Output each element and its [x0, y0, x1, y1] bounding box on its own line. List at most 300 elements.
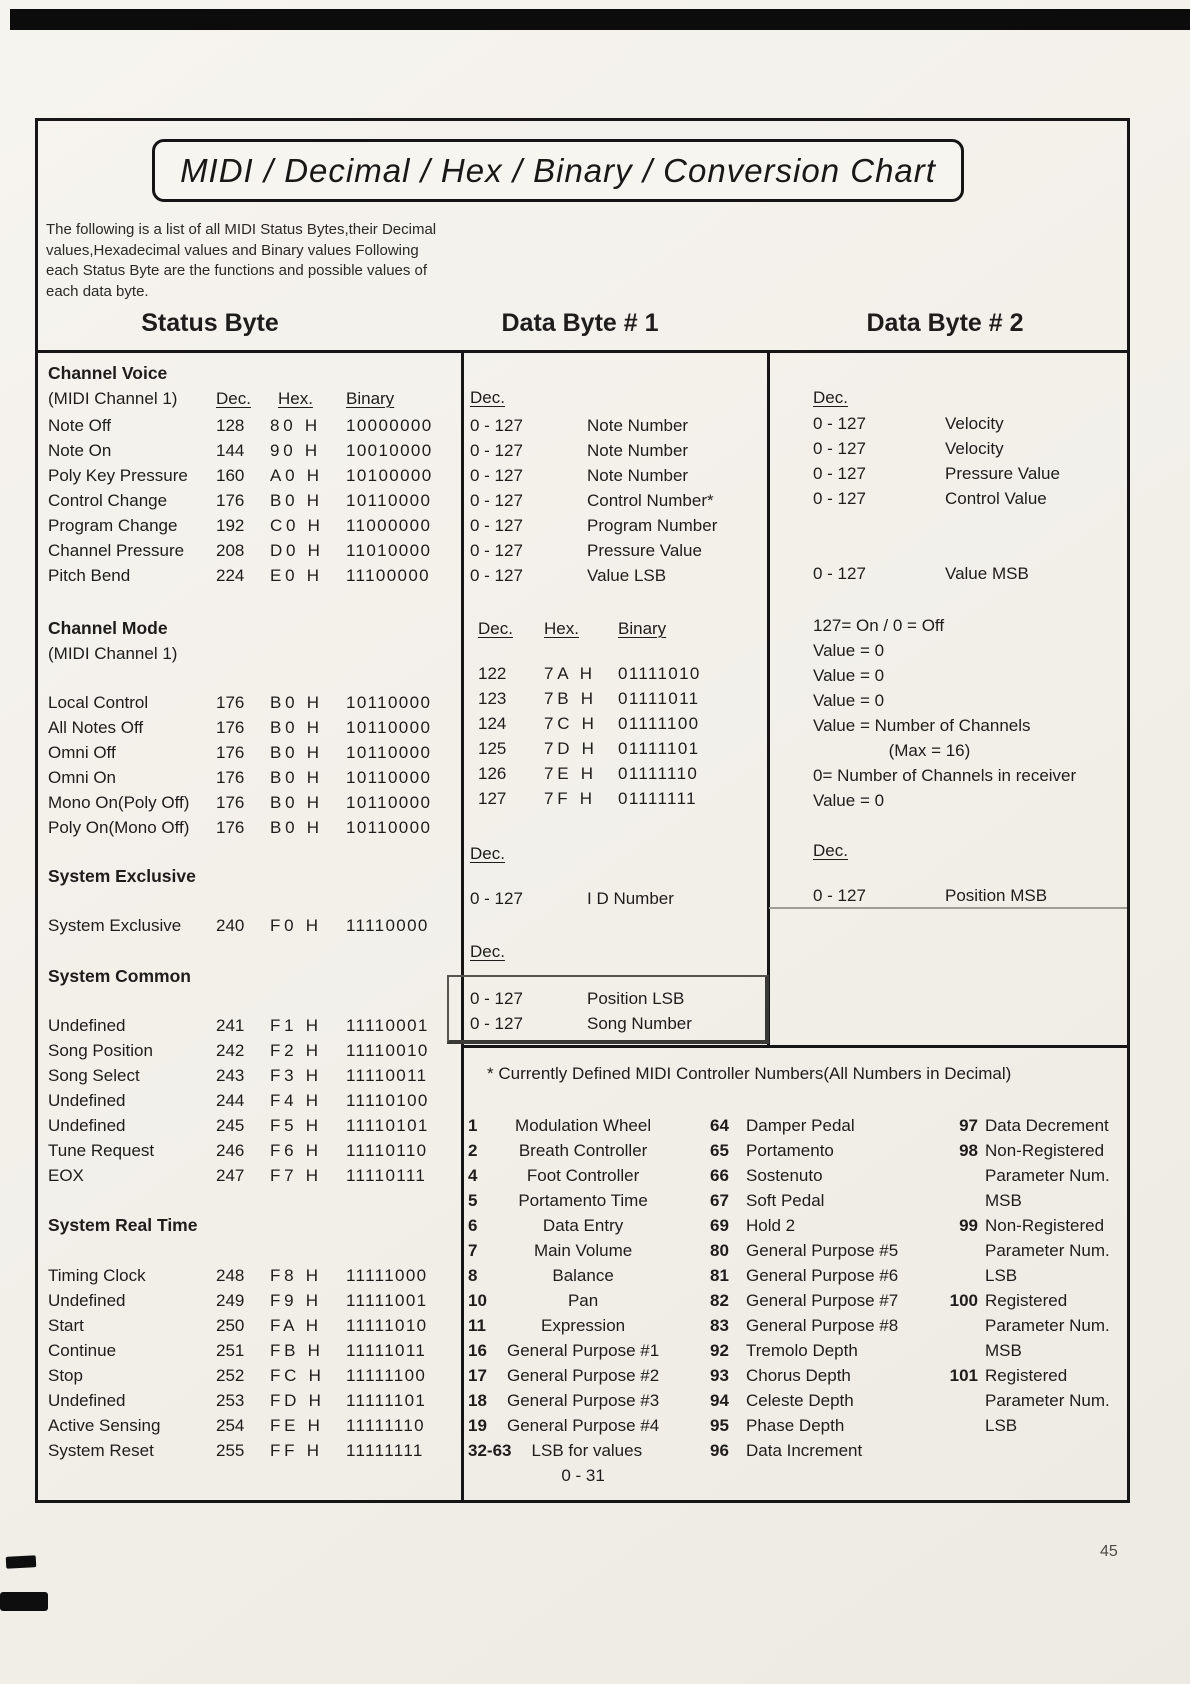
db2-dec-label-1: Dec. [813, 388, 848, 407]
value-range: 0 - 127 [470, 989, 523, 1008]
mode-value-line: Value = 0 [813, 641, 885, 660]
status-byte-row [48, 488, 458, 513]
status-byte-row [48, 1163, 458, 1188]
controller-number [940, 1388, 978, 1413]
message-label: Channel Pressure [48, 541, 185, 560]
intro-line: values,Hexadecimal values and Binary values Following [46, 241, 419, 259]
binary-value: 11100000 [346, 566, 430, 585]
db1-dec-label-1: Dec. [470, 388, 505, 407]
page-title: MIDI / Decimal / Hex / Binary / Conversion Chart [180, 151, 936, 189]
value-meaning: Note Number [587, 416, 689, 435]
data-byte-row [813, 883, 1129, 908]
section-subheading: (MIDI Channel 1) [48, 389, 178, 408]
message-label: Omni Off [48, 743, 116, 762]
value-range: 0 - 127 [813, 489, 866, 508]
binary-value: 10100000 [346, 466, 433, 485]
value-meaning: Control Number* [587, 491, 714, 510]
controller-number: 80 [710, 1241, 729, 1260]
status-byte-row [48, 765, 458, 790]
controller-number: 6 [468, 1216, 478, 1235]
controller-row [710, 1288, 898, 1313]
binary-value: 11110101 [346, 1116, 429, 1135]
db1-dec-label-3: Dec. [470, 942, 505, 961]
message-label: EOX [48, 1166, 84, 1185]
controller-row [468, 1363, 659, 1388]
decimal-value: 248 [216, 1266, 245, 1285]
controller-name: Parameter Num. [985, 1316, 1110, 1335]
controller-number: 2 [468, 1141, 478, 1160]
message-label: Tune Request [48, 1141, 155, 1160]
hex-value: F2 H [270, 1041, 322, 1060]
value-range: 0 - 127 [813, 564, 866, 583]
controller-number: 92 [710, 1341, 729, 1360]
hex-value: FA H [270, 1316, 322, 1335]
message-label: System Reset [48, 1441, 154, 1460]
binary-value: 10010000 [346, 441, 433, 460]
binary-value: 11111000 [346, 1266, 428, 1285]
controller-row [710, 1338, 898, 1363]
hex-value: F3 H [270, 1066, 322, 1085]
binary-value: 11111001 [346, 1291, 428, 1310]
controller-name: Pan [567, 1291, 599, 1310]
controller-number: 96 [710, 1441, 729, 1460]
value-meaning: Control Value [945, 489, 1047, 508]
message-label: Note On [48, 441, 112, 460]
status-byte-row [48, 740, 458, 765]
status-byte-row [48, 690, 458, 715]
db1-common-rows [470, 986, 764, 1036]
status-byte-row [48, 513, 458, 538]
controller-number: 17 [468, 1366, 487, 1385]
controller-number: 1 [468, 1116, 478, 1135]
hex-value: C0 H [270, 516, 324, 535]
controller-name: Parameter Num. [985, 1166, 1110, 1185]
controller-row [710, 1163, 898, 1188]
value-meaning: I D Number [587, 889, 674, 908]
controller-number: 97 [959, 1116, 978, 1135]
intro-line: each Status Byte are the functions and possible values of [46, 262, 428, 279]
controller-name: Sostenuto [746, 1166, 823, 1185]
message-label: Continue [48, 1341, 117, 1360]
dec-column-header: Dec. [216, 389, 251, 408]
controller-number: 99 [959, 1216, 978, 1235]
status-byte-row [48, 413, 458, 438]
controller-name: Parameter Num. [985, 1241, 1110, 1260]
controller-row [940, 1313, 1110, 1338]
controller-row [940, 1288, 1110, 1313]
value-meaning: Song Number [587, 1014, 692, 1033]
controller-row [940, 1263, 1110, 1288]
controller-number [940, 1413, 978, 1438]
controller-name: Non-Registered [985, 1141, 1105, 1160]
binary-value: 01111100 [618, 714, 700, 733]
controller-number: 65 [710, 1141, 729, 1160]
binary-value: 10110000 [346, 693, 432, 712]
message-label: Pitch Bend [48, 566, 131, 585]
data-byte-row [813, 561, 1129, 586]
hex-value: D0 H [270, 541, 324, 560]
mode-value-line: Value = Number of Channels [813, 716, 1031, 735]
hex-value: 7F H [544, 789, 596, 808]
status-byte-row [48, 1063, 458, 1088]
status-byte-row [48, 815, 458, 840]
value-meaning: Velocity [945, 439, 1004, 458]
controller-name: General Purpose #4 [507, 1416, 660, 1435]
controller-number: 5 [468, 1191, 478, 1210]
scan-artifact-mark [6, 1555, 37, 1569]
message-label: Mono On(Poly Off) [48, 793, 190, 812]
controller-name: General Purpose #7 [746, 1291, 899, 1310]
data-byte-row [470, 886, 764, 911]
controller-row [710, 1138, 898, 1163]
binary-value: 11111110 [346, 1416, 425, 1435]
controller-number: 8 [468, 1266, 478, 1285]
message-label: Start [48, 1316, 84, 1335]
mode-value-line: Value = 0 [813, 791, 885, 810]
controller-number: 66 [710, 1166, 729, 1185]
column-headers-row [48, 386, 458, 413]
controller-row [468, 1463, 659, 1488]
controller-name: General Purpose #6 [746, 1266, 899, 1285]
binary-value: 11111100 [346, 1366, 427, 1385]
controller-number: 94 [710, 1391, 729, 1410]
controller-section-divider [461, 1045, 1127, 1048]
binary-value: 01111111 [618, 789, 697, 808]
decimal-value: 176 [216, 793, 245, 812]
hex-value: B0 H [270, 793, 323, 812]
controller-name: Parameter Num. [985, 1391, 1110, 1410]
hex-value: F7 H [270, 1166, 322, 1185]
status-byte-row [48, 1363, 458, 1388]
decimal-value: 126 [478, 764, 507, 783]
status-byte-row [48, 790, 458, 815]
data-byte-row [813, 436, 1129, 461]
db1-voice-rows [470, 413, 764, 588]
binary-value: 11110010 [346, 1041, 429, 1060]
status-byte-row [48, 1263, 458, 1288]
data-byte-row [470, 413, 764, 438]
controller-name: Balance [552, 1266, 614, 1285]
controller-row [710, 1363, 898, 1388]
binary-value: 11000000 [346, 516, 432, 535]
section-system-real-time [48, 1213, 458, 1463]
status-byte-row [48, 563, 458, 588]
controller-number: 82 [710, 1291, 729, 1310]
controller-name: Data Decrement [985, 1116, 1109, 1135]
hex-value: A0 H [270, 466, 323, 485]
binary-value: 11111011 [346, 1341, 427, 1360]
decimal-value: 242 [216, 1041, 245, 1060]
controller-number: 83 [710, 1316, 729, 1335]
value-range: 0 - 127 [470, 466, 523, 485]
section-channel-voice [48, 361, 458, 588]
hex-value: FE H [270, 1416, 324, 1435]
binary-value: 11110001 [346, 1016, 429, 1035]
hex-value: FB H [270, 1341, 324, 1360]
hex-value: 90 H [270, 441, 321, 460]
controller-number: 18 [468, 1391, 487, 1410]
controller-name: General Purpose #8 [746, 1316, 899, 1335]
controller-row [710, 1213, 898, 1238]
decimal-value: 160 [216, 466, 245, 485]
decimal-value: 246 [216, 1141, 245, 1160]
decimal-value: 125 [478, 739, 507, 758]
section-heading: System Common [48, 966, 191, 986]
message-label: Program Change [48, 516, 178, 535]
value-meaning: Velocity [945, 414, 1004, 433]
mode-value-row [470, 661, 764, 686]
controller-row [468, 1163, 659, 1188]
binary-value: 01111101 [618, 739, 700, 758]
binary-value: 11010000 [346, 541, 432, 560]
hex-value: B0 H [270, 693, 323, 712]
db1-mode-headers: Dec. Hex. Binary [478, 619, 667, 638]
hex-value: 7B H [544, 689, 597, 708]
message-label: Song Select [48, 1066, 140, 1085]
controller-number: 100 [949, 1291, 978, 1310]
controller-row [940, 1413, 1110, 1438]
decimal-value: 243 [216, 1066, 245, 1085]
decimal-value: 250 [216, 1316, 245, 1335]
message-label: Undefined [48, 1291, 126, 1310]
db2-common-rows [813, 883, 1129, 908]
binary-value: 11110111 [346, 1166, 427, 1185]
db1-mode-rows [470, 661, 764, 811]
message-label: Stop [48, 1366, 83, 1385]
data-byte-2-header: Data Byte # 2 [866, 309, 1024, 337]
controller-row [710, 1438, 898, 1463]
binary-value: 10000000 [346, 416, 433, 435]
mode-value-line: 0= Number of Channels in receiver [813, 766, 1077, 785]
controller-row [940, 1213, 1110, 1238]
message-label: Poly On(Mono Off) [48, 818, 190, 837]
controller-name: Registered [985, 1366, 1068, 1385]
controller-column-a [468, 1113, 659, 1488]
db1-dec-label-2: Dec. [470, 844, 505, 863]
status-byte-row [48, 913, 458, 938]
hex-value: FF H [270, 1441, 323, 1460]
binary-value: 10110000 [346, 818, 432, 837]
intro-text [46, 220, 486, 302]
data-byte-row [470, 1011, 764, 1036]
hex-value: 7A H [544, 664, 596, 683]
decimal-value: 249 [216, 1291, 245, 1310]
controller-row [468, 1138, 659, 1163]
message-label: Active Sensing [48, 1416, 161, 1435]
data-byte-row [470, 463, 764, 488]
section-heading: System Real Time [48, 1215, 198, 1235]
controller-name: General Purpose #5 [746, 1241, 899, 1260]
decimal-value: 192 [216, 516, 245, 535]
mode-value-row [470, 686, 764, 711]
message-label: All Notes Off [48, 718, 144, 737]
value-range: 0 - 127 [813, 886, 866, 905]
value-meaning: Note Number [587, 466, 689, 485]
controller-name: 0 - 31 [561, 1466, 605, 1485]
value-range: 0 - 127 [813, 464, 866, 483]
controller-row [468, 1313, 659, 1338]
decimal-value: 224 [216, 566, 245, 585]
binary-value: 11110110 [346, 1141, 428, 1160]
controller-number: 11 [468, 1316, 486, 1335]
hex-value: F8 H [270, 1266, 322, 1285]
controller-number: 7 [468, 1241, 478, 1260]
decimal-value: 176 [216, 491, 245, 510]
hex-value: 7D H [544, 739, 598, 758]
value-meaning: Value MSB [945, 564, 1029, 583]
hex-value: 7C H [544, 714, 598, 733]
mode-value-row [470, 711, 764, 736]
controller-number [940, 1163, 978, 1188]
status-byte-row [48, 1138, 458, 1163]
value-range: 0 - 127 [470, 491, 523, 510]
controller-row [710, 1238, 898, 1263]
data-byte-row [813, 461, 1129, 486]
controller-number: 16 [468, 1341, 487, 1360]
controller-number [940, 1313, 978, 1338]
value-range: 0 - 127 [470, 1014, 523, 1033]
status-byte-row [48, 1338, 458, 1363]
binary-value: 10110000 [346, 793, 432, 812]
controller-row [710, 1113, 898, 1138]
controller-number [940, 1263, 978, 1288]
controller-name: Phase Depth [746, 1416, 845, 1435]
controller-name: Main Volume [533, 1241, 633, 1260]
controller-row [710, 1263, 898, 1288]
controller-number: 4 [468, 1166, 478, 1185]
decimal-value: 254 [216, 1416, 245, 1435]
controller-name: Damper Pedal [746, 1116, 855, 1135]
message-label: Undefined [48, 1391, 126, 1410]
data-byte-row [470, 986, 764, 1011]
data-byte-row [470, 438, 764, 463]
value-range: 0 - 127 [470, 541, 523, 560]
value-meaning: Position LSB [587, 989, 685, 1008]
controller-row [710, 1313, 898, 1338]
hex-value: E0 H [270, 566, 323, 585]
hex-value: B0 H [270, 818, 323, 837]
value-range: 0 - 127 [813, 414, 866, 433]
binary-value: 01111011 [618, 689, 700, 708]
section-heading: Channel Voice [48, 363, 168, 383]
status-byte-row [48, 1388, 458, 1413]
hex-value: FC H [270, 1366, 325, 1385]
hex-value: FD H [270, 1391, 325, 1410]
hex-value: B0 H [270, 743, 323, 762]
controller-row [710, 1388, 898, 1413]
controller-row [468, 1438, 659, 1463]
binary-value: 01111110 [618, 764, 699, 783]
controller-number: 67 [710, 1191, 729, 1210]
controller-name: Soft Pedal [746, 1191, 825, 1210]
controller-row [940, 1388, 1110, 1413]
db2-mode-values [813, 613, 1129, 813]
controller-number [468, 1463, 558, 1488]
data-byte-1-header: Data Byte # 1 [501, 309, 659, 337]
controller-row [710, 1188, 898, 1213]
decimal-value: 144 [216, 441, 245, 460]
decimal-value: 128 [216, 416, 245, 435]
binary-value: 11111010 [346, 1316, 428, 1335]
status-byte-header: Status Byte [141, 309, 279, 337]
scan-artifact-mark [0, 1592, 48, 1611]
controller-row [468, 1188, 659, 1213]
decimal-value: 241 [216, 1016, 245, 1035]
data-byte-row [813, 411, 1129, 436]
message-label: Undefined [48, 1116, 126, 1135]
controller-number: 32-63 [468, 1441, 512, 1460]
hex-value: B0 H [270, 768, 323, 787]
hex-value: 7E H [544, 764, 597, 783]
message-label: Omni On [48, 768, 117, 787]
controller-name: Portamento [746, 1141, 834, 1160]
status-byte-row [48, 1413, 458, 1438]
message-label: Poly Key Pressure [48, 466, 188, 485]
decimal-value: 176 [216, 768, 245, 787]
controller-row [940, 1363, 1110, 1388]
data-byte-row [470, 513, 764, 538]
value-range: 0 - 127 [470, 566, 523, 585]
value-meaning: Value LSB [587, 566, 667, 585]
controller-column-c [940, 1113, 1110, 1438]
decimal-value: 252 [216, 1366, 245, 1385]
section-channel-mode [48, 616, 458, 840]
value-range: 0 - 127 [470, 441, 523, 460]
binary-value: 10110000 [346, 743, 432, 762]
controller-name: Modulation Wheel [515, 1116, 652, 1135]
controller-name: LSB for values [531, 1441, 643, 1460]
controller-number: 19 [468, 1416, 487, 1435]
controller-row [468, 1238, 659, 1263]
binary-value: 11111111 [346, 1441, 424, 1460]
decimal-value: 127 [478, 789, 507, 808]
controller-name: LSB [985, 1266, 1018, 1285]
column-divider-1 [461, 350, 464, 1500]
value-meaning: Pressure Value [945, 464, 1060, 483]
controller-row [468, 1388, 659, 1413]
controller-number: 10 [468, 1291, 487, 1310]
decimal-value: 240 [216, 916, 245, 935]
status-byte-row [48, 438, 458, 463]
controller-number: 95 [710, 1416, 729, 1435]
value-range: 0 - 127 [813, 439, 866, 458]
status-byte-row [48, 1313, 458, 1338]
hex-value: F9 H [270, 1291, 322, 1310]
status-byte-row [48, 1288, 458, 1313]
intro-line: each data byte. [46, 282, 149, 300]
hex-value: F1 H [270, 1016, 322, 1035]
hex-value: 80 H [270, 416, 321, 435]
controller-row [940, 1113, 1110, 1138]
data-byte-row [813, 486, 1129, 511]
controller-row [468, 1288, 659, 1313]
message-label: Local Control [48, 693, 149, 712]
controller-name: Portamento Time [518, 1191, 648, 1210]
mode-value-line: Value = 0 [813, 666, 885, 685]
message-label: Note Off [48, 416, 111, 435]
decimal-value: 122 [478, 664, 507, 683]
intro-line: The following is a list of all MIDI Status Bytes,their Decimal [46, 221, 437, 238]
decimal-value: 124 [478, 714, 507, 733]
db2-bend-row [813, 561, 1129, 586]
controller-name: General Purpose #1 [507, 1341, 660, 1360]
column-divider-2 [767, 350, 770, 1048]
decimal-value: 176 [216, 693, 245, 712]
db2-dec-label-2: Dec. [813, 841, 848, 860]
message-label: Timing Clock [48, 1266, 146, 1285]
controller-row [940, 1188, 1110, 1213]
section-system-common [48, 964, 458, 1188]
